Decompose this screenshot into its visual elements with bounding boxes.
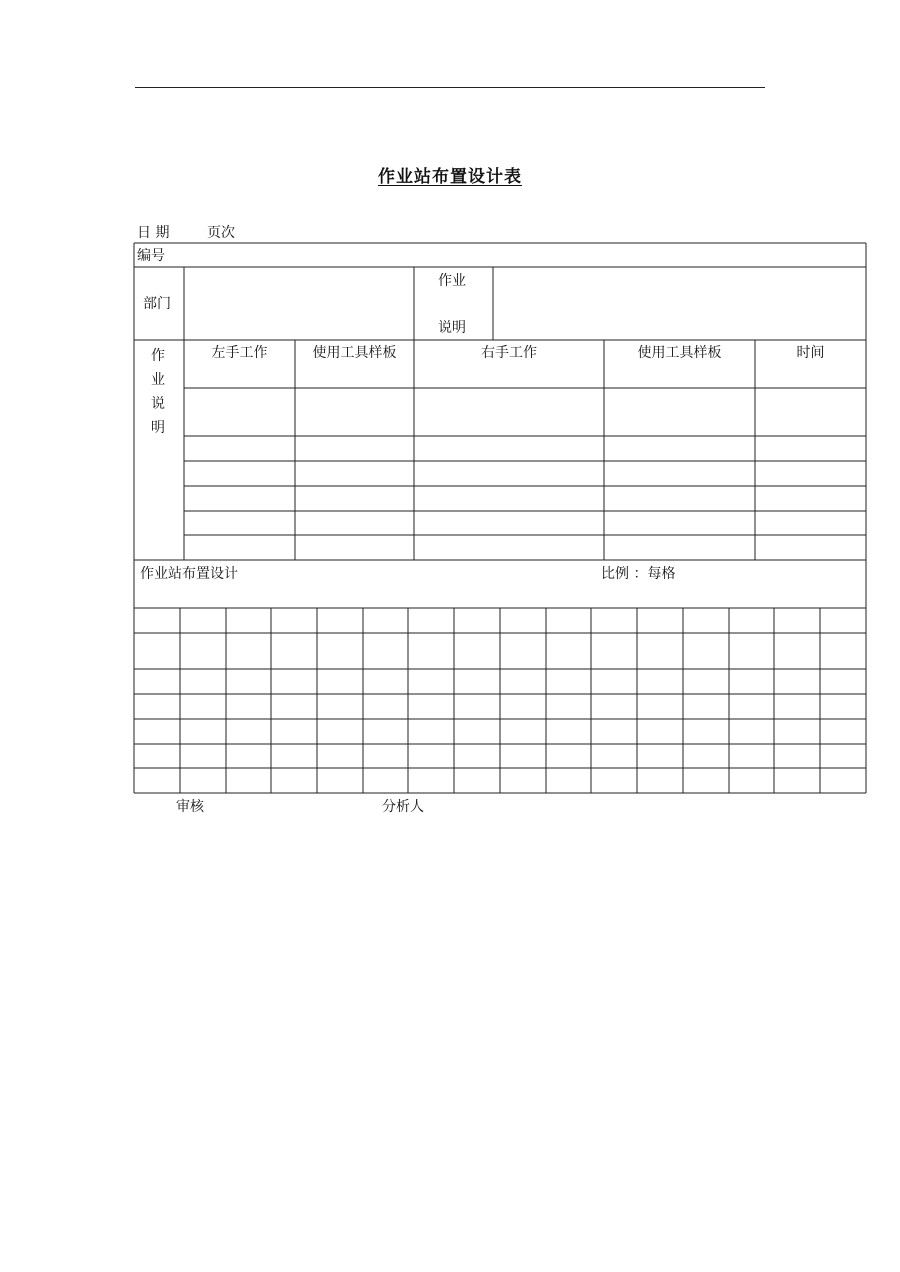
column-header-right-hand: 右手工作 bbox=[481, 345, 537, 361]
layout-label: 作业站布置设计 bbox=[140, 566, 238, 582]
number-label: 编号 bbox=[137, 248, 165, 264]
job-label-line1: 作业 bbox=[438, 273, 466, 289]
side-label-char: 说 bbox=[151, 396, 165, 412]
column-header-tools-2: 使用工具样板 bbox=[637, 345, 722, 361]
job-description-side-label bbox=[148, 344, 168, 440]
date-label: 日 期 bbox=[137, 225, 170, 241]
department-label: 部门 bbox=[143, 296, 171, 312]
header-rule bbox=[135, 87, 765, 88]
side-label-char: 作 bbox=[151, 348, 165, 364]
column-header-time: 时间 bbox=[796, 345, 825, 361]
column-header-tools-1: 使用工具样板 bbox=[312, 345, 397, 361]
side-label-char: 明 bbox=[151, 420, 165, 436]
scale-label: 比例 ：每格 bbox=[601, 566, 676, 582]
reviewer-label: 审核 bbox=[176, 799, 204, 815]
job-label-line2: 说明 bbox=[438, 320, 466, 336]
analyst-label: 分析人 bbox=[382, 799, 424, 815]
side-label-char: 业 bbox=[151, 372, 165, 388]
column-header-left-hand: 左手工作 bbox=[211, 345, 268, 361]
page-number-label: 页次 bbox=[207, 225, 235, 241]
page-title bbox=[0, 162, 900, 187]
title-text: 作业站布置设计表 bbox=[378, 167, 522, 187]
